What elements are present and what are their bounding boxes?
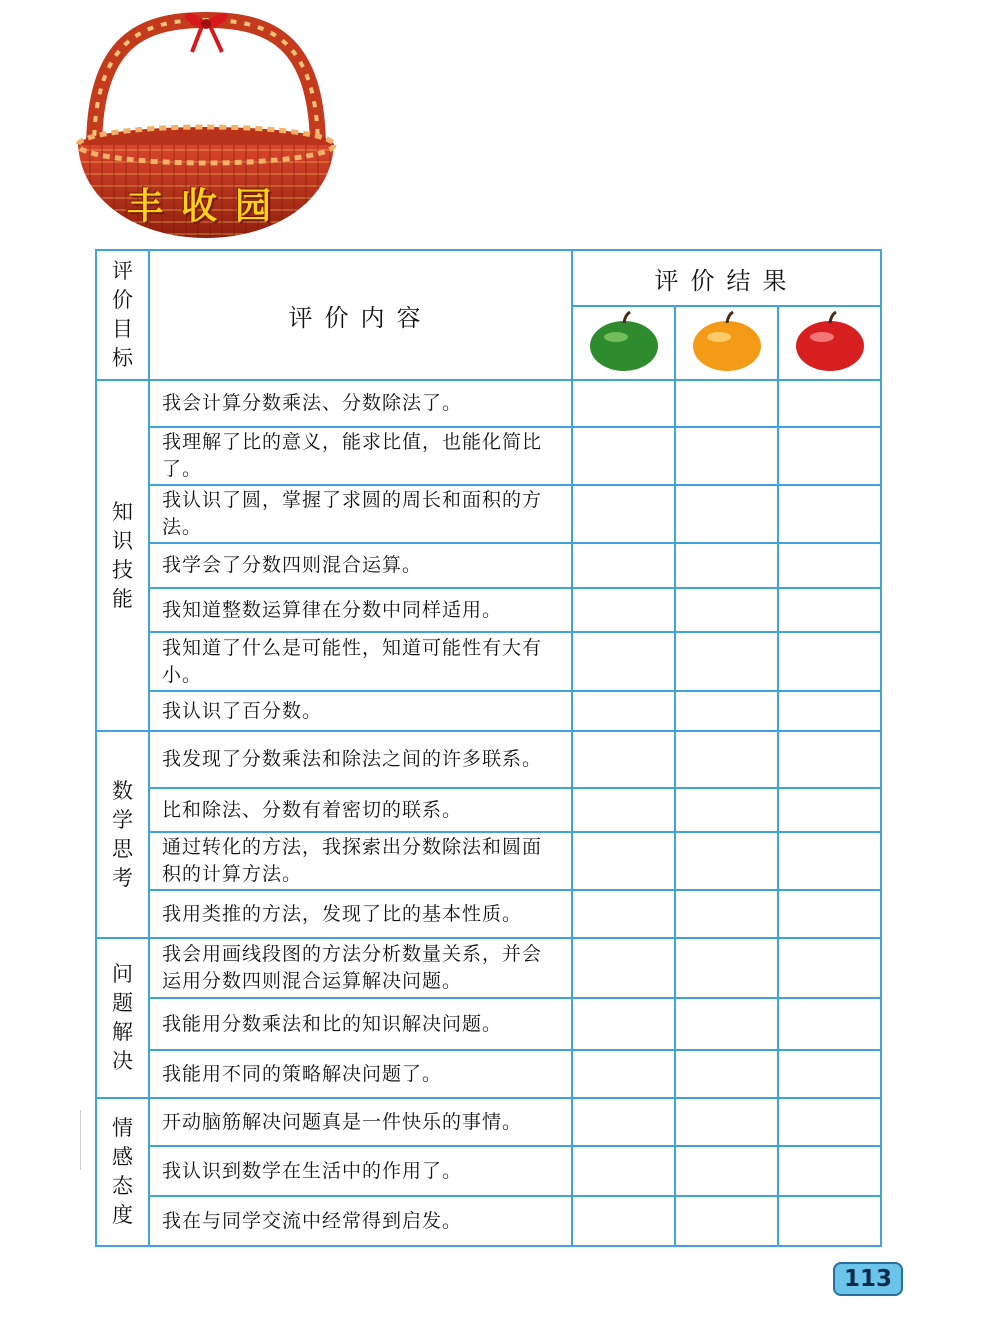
item-text: 我认识了百分数。 [149, 691, 572, 731]
item-text: 比和除法、分数有着密切的联系。 [149, 788, 572, 832]
result-cell[interactable] [572, 1098, 675, 1146]
result-cell[interactable] [778, 938, 881, 998]
result-cell[interactable] [675, 427, 778, 485]
item-text: 我发现了分数乘法和除法之间的许多联系。 [149, 731, 572, 788]
item-text: 通过转化的方法，我探索出分数除法和圆面积的计算方法。 [149, 832, 572, 890]
result-cell[interactable] [675, 1196, 778, 1246]
category-problem-solving: 问题解决 [96, 938, 149, 1098]
item-text: 我能用分数乘法和比的知识解决问题。 [149, 998, 572, 1050]
result-cell[interactable] [572, 427, 675, 485]
result-cell[interactable] [778, 485, 881, 543]
red-apple-icon [794, 310, 866, 372]
result-cell[interactable] [572, 832, 675, 890]
result-cell[interactable] [675, 938, 778, 998]
item-text: 我认识到数学在生活中的作用了。 [149, 1146, 572, 1196]
result-cell[interactable] [778, 632, 881, 691]
item-text: 开动脑筋解决问题真是一件快乐的事情。 [149, 1098, 572, 1146]
result-cell[interactable] [675, 1098, 778, 1146]
result-cell[interactable] [778, 890, 881, 938]
item-text: 我能用不同的策略解决问题了。 [149, 1050, 572, 1098]
item-text: 我用类推的方法，发现了比的基本性质。 [149, 890, 572, 938]
result-cell[interactable] [778, 1196, 881, 1246]
header-content: 评价内容 [149, 250, 572, 380]
item-text: 我在与同学交流中经常得到启发。 [149, 1196, 572, 1246]
result-cell[interactable] [675, 691, 778, 731]
result-cell[interactable] [572, 1196, 675, 1246]
result-cell[interactable] [572, 691, 675, 731]
result-cell[interactable] [778, 1146, 881, 1196]
item-text: 我会用画线段图的方法分析数量关系，并会运用分数四则混合运算解决问题。 [149, 938, 572, 998]
result-cell[interactable] [675, 380, 778, 427]
apple-orange-cell [675, 306, 778, 380]
result-cell[interactable] [778, 1050, 881, 1098]
result-cell[interactable] [572, 998, 675, 1050]
item-text: 我会计算分数乘法、分数除法了。 [149, 380, 572, 427]
result-cell[interactable] [675, 788, 778, 832]
result-cell[interactable] [778, 427, 881, 485]
result-cell[interactable] [675, 890, 778, 938]
result-cell[interactable] [675, 832, 778, 890]
section-title: 丰收园 [126, 186, 289, 227]
result-cell[interactable] [778, 1098, 881, 1146]
green-apple-icon [588, 310, 660, 372]
margin-divider [80, 1110, 81, 1170]
category-attitude: 情感态度 [96, 1098, 149, 1246]
item-text: 我认识了圆，掌握了求圆的周长和面积的方法。 [149, 485, 572, 543]
page-number: 113 [833, 1262, 903, 1296]
result-cell[interactable] [572, 1050, 675, 1098]
result-cell[interactable] [778, 588, 881, 632]
result-cell[interactable] [675, 998, 778, 1050]
item-text: 我知道了什么是可能性，知道可能性有大有小。 [149, 632, 572, 691]
result-cell[interactable] [675, 632, 778, 691]
result-cell[interactable] [572, 938, 675, 998]
header-goal: 评价目标 [96, 250, 149, 380]
result-cell[interactable] [572, 788, 675, 832]
result-cell[interactable] [778, 691, 881, 731]
result-cell[interactable] [572, 485, 675, 543]
result-cell[interactable] [572, 731, 675, 788]
result-cell[interactable] [572, 588, 675, 632]
result-cell[interactable] [572, 632, 675, 691]
result-cell[interactable] [572, 380, 675, 427]
result-cell[interactable] [778, 380, 881, 427]
orange-apple-icon [691, 310, 763, 372]
item-text: 我理解了比的意义，能求比值，也能化简比了。 [149, 427, 572, 485]
result-cell[interactable] [675, 1146, 778, 1196]
item-text: 我学会了分数四则混合运算。 [149, 543, 572, 588]
result-cell[interactable] [675, 588, 778, 632]
apple-red-cell [778, 306, 881, 380]
result-cell[interactable] [572, 543, 675, 588]
category-knowledge: 知识技能 [96, 380, 149, 731]
result-cell[interactable] [778, 998, 881, 1050]
result-cell[interactable] [778, 543, 881, 588]
result-cell[interactable] [675, 485, 778, 543]
evaluation-table [95, 249, 882, 1247]
item-text: 我知道整数运算律在分数中同样适用。 [149, 588, 572, 632]
category-thinking: 数学思考 [96, 731, 149, 938]
result-cell[interactable] [572, 1146, 675, 1196]
result-cell[interactable] [778, 832, 881, 890]
header-result: 评价结果 [572, 250, 881, 306]
result-cell[interactable] [778, 788, 881, 832]
result-cell[interactable] [675, 1050, 778, 1098]
result-cell[interactable] [675, 731, 778, 788]
apple-green-cell [572, 306, 675, 380]
result-cell[interactable] [675, 543, 778, 588]
result-cell[interactable] [572, 890, 675, 938]
result-cell[interactable] [778, 731, 881, 788]
